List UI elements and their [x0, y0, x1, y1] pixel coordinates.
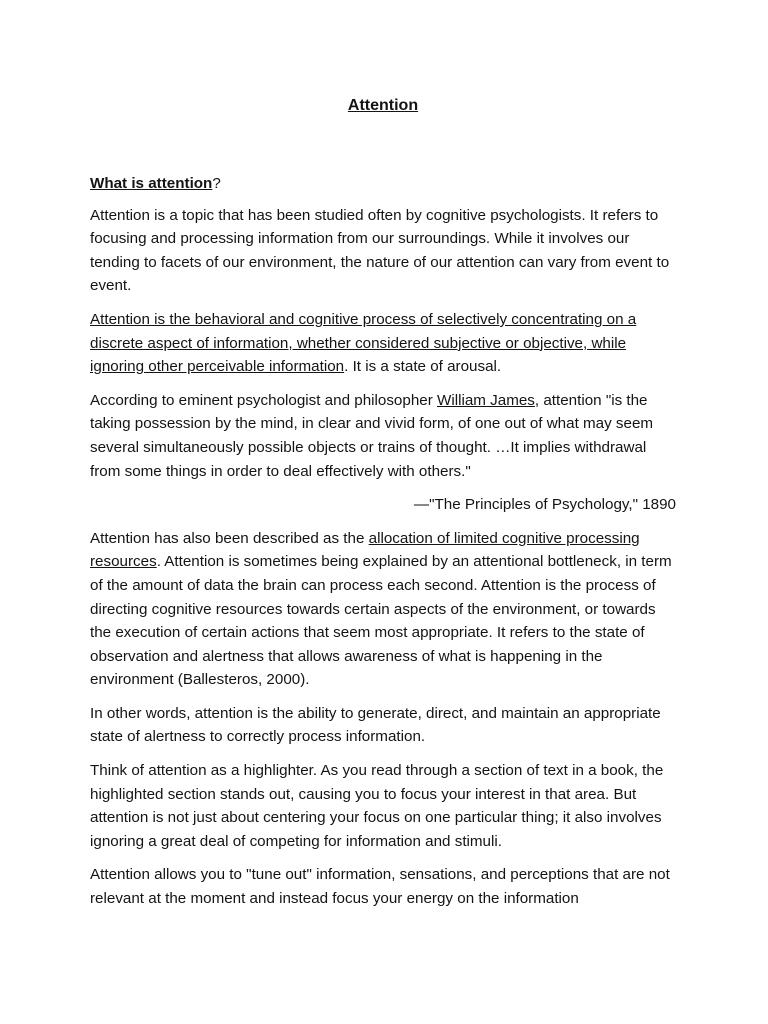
- william-james-link[interactable]: William James: [437, 391, 535, 409]
- document-body: [90, 94, 676, 921]
- definition-underlined: Attention is the behavioral and cognitive process of selectively concentrating on a discrete aspect of information, whether considered subjective or objective, while ignoring other perceivable information: [90, 310, 637, 376]
- paragraph-2-rest: . It is a state of arousal.: [344, 358, 502, 376]
- paragraph-6: Think of attention as a highlighter. As you read through a section of text in a book, the highlighted section stands out, causing you to focus your interest in that area. But attention is not just about centering your focus on one particular thing; it also involves ignoring a great deal of competing for information and stimuli.: [90, 762, 664, 850]
- paragraph-2: [90, 308, 676, 379]
- paragraph-4-after: . Attention is sometimes being explained by an attentional bottleneck, in term of the amount of data the brain can process each second. Attention is the process of directing cognitive resources towards certain aspects of the environment, or towards the execution of certain actions that seem most appropriate. It refers to the state of observation and alertness that allows awareness of what is happening in the environment (Ballesteros, 2000).: [90, 553, 672, 689]
- quote-attribution: —"The Principles of Psychology," 1890: [413, 496, 676, 514]
- paragraph-4: [90, 527, 676, 692]
- section-heading-suffix: ?: [212, 175, 221, 192]
- paragraph-3: [90, 389, 676, 483]
- allocation-link[interactable]: allocation of limited cognitive processing resources: [90, 529, 640, 571]
- paragraph-5: In other words, attention is the ability to generate, direct, and maintain an appropriate state of alertness to correctly process information.: [90, 704, 661, 746]
- paragraph-4-before: Attention has also been described as the: [90, 529, 369, 547]
- paragraph-3-before: According to eminent psychologist and philosopher: [90, 391, 437, 409]
- page-title: Attention: [347, 97, 419, 114]
- section-heading-text: What is attention: [90, 175, 213, 192]
- paragraph-7: Attention allows you to "tune out" information, sensations, and perceptions that are not relevant at the moment and instead focus your energy on the information: [90, 866, 670, 908]
- section-heading: [90, 172, 676, 196]
- paragraph-3-after: , attention "is the taking possession by the mind, in clear and vivid form, of one out of what may seem several simultaneously possible objects or trains of thought. …It implies withdrawal from some things in order to deal effectively with others.": [90, 391, 654, 480]
- paragraph-1: Attention is a topic that has been studied often by cognitive psychologists. It refers to focusing and processing information from our surroundings. While it involves our tending to facets of our environment, the nature of our attention can vary from event to event.: [90, 206, 670, 295]
